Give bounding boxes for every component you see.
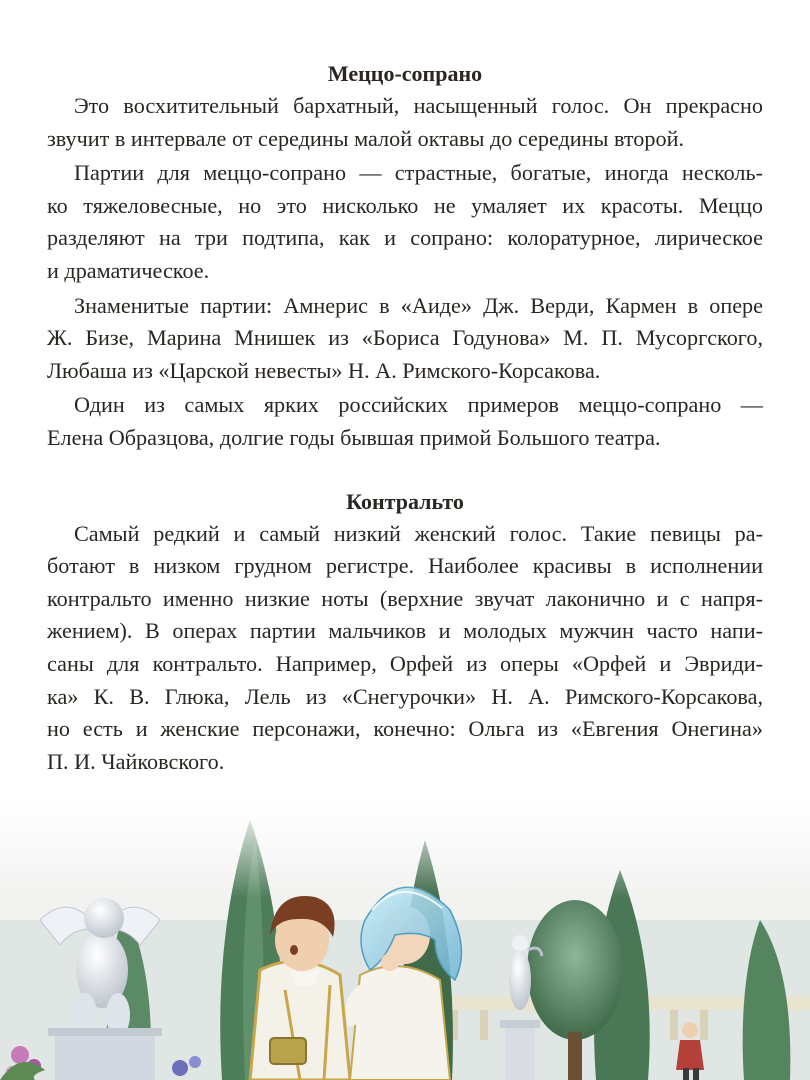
text-line: звучит в интервале от середины малой октавы до середины второй. xyxy=(47,125,685,151)
text-line: и драматическое. xyxy=(47,257,210,283)
illustration-art xyxy=(0,800,810,1080)
text-line: Ж. Бизе, Марина Мнишек из «Бориса Годунова» М. П. Мусоргского, xyxy=(47,325,763,351)
text-line: ко тяжеловесные, но это нисколько не умаляет их красоты. Меццо xyxy=(47,192,763,218)
page-text xyxy=(47,58,763,778)
text-line: Любаша из «Царской невесты» Н. А. Римского-Корсакова. xyxy=(47,357,601,383)
paragraph xyxy=(47,90,763,155)
section-title: Контральто xyxy=(346,488,464,514)
text-line: Партии для меццо-сопрано — страстные, богатые, иногда несколь- xyxy=(74,160,763,186)
text-line: Самый редкий и самый низкий женский голос. Такие певицы ра- xyxy=(74,520,763,546)
garden-opera-illustration xyxy=(0,800,810,1080)
text-line: ка» К. В. Глюка, Лель из «Снегурочки» Н. А. Римского-Корсакова, xyxy=(47,683,763,709)
text-line: Это восхитительный бархатный, насыщенный голос. Он прекрасно xyxy=(74,93,763,118)
section-contralto xyxy=(47,486,763,779)
text-line: контральто именно низкие ноты (верхние звучат лаконично и с напря- xyxy=(47,585,763,611)
text-line: разделяют на три подтипа, как и сопрано: колоратурное, лирическое xyxy=(47,225,763,251)
text-line: саны для контральто. Например, Орфей из оперы «Орфей и Эвриди- xyxy=(47,650,763,676)
text-line: Один из самых ярких российских примеров меццо-сопрано — xyxy=(74,392,763,418)
text-line: П. И. Чайковского. xyxy=(47,748,225,774)
text-line: Елена Образцова, долгие годы бывшая примой Большого театра. xyxy=(47,424,661,450)
section-title: Меццо-сопрано xyxy=(327,61,483,86)
text-line: но есть и женские персонажи, конечно: Ольга из «Евгения Онегина» xyxy=(47,716,763,742)
paragraph xyxy=(47,290,763,388)
text-line: жением). В операх партии мальчиков и молодых мужчин часто напи- xyxy=(47,618,763,644)
paragraph xyxy=(47,389,763,454)
text-line: Знаменитые партии: Амнерис в «Аиде» Дж. Верди, Кармен в опере xyxy=(74,292,763,318)
text-line: ботают в низком грудном регистре. Наиболее красивы в исполнении xyxy=(47,553,763,579)
paragraph xyxy=(47,518,763,779)
section-mezzo-soprano xyxy=(47,58,763,455)
paragraph xyxy=(47,157,763,287)
